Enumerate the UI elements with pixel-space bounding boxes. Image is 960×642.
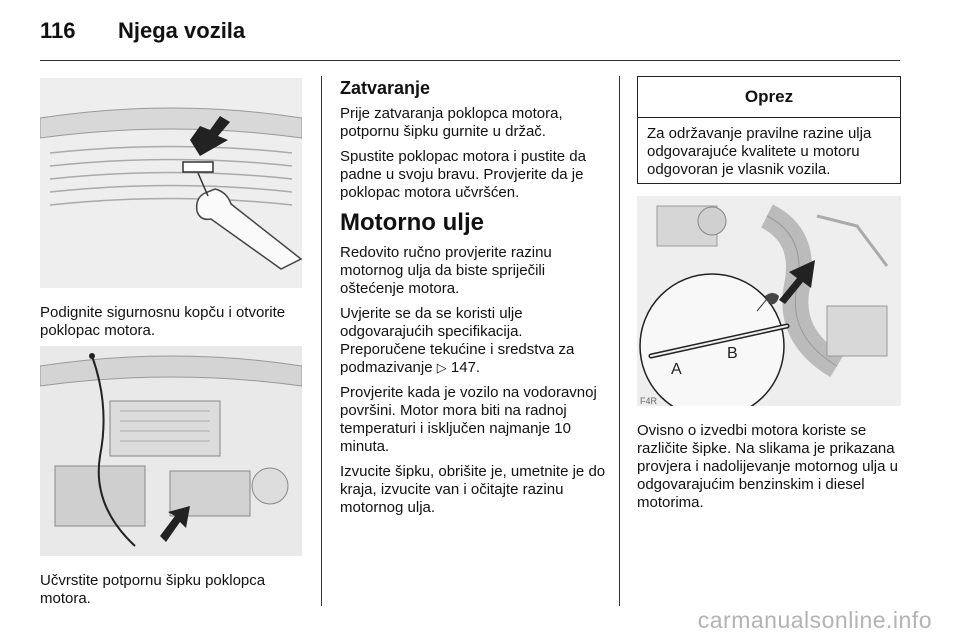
- page-number: 116: [40, 18, 76, 43]
- column-divider-1: [321, 76, 322, 606]
- oil-spec-line-2: odgovarajućih specifikacija.: [340, 323, 523, 340]
- label-b: B: [727, 345, 738, 362]
- subheading-closing: Zatvaranje: [340, 78, 431, 98]
- paragraph-oil-3: Provjerite kada je vozilo na vodoravnoj površini. Motor mora biti na radnoj temperaturi i isključen najmanje 10 minuta.: [340, 384, 597, 455]
- column-divider-2: [619, 76, 620, 606]
- caution-text: Za održavanje pravilne razine ulja odgovarajuće kvalitete u motoru odgovoran je vlasnik vozila.: [647, 125, 872, 178]
- page-reference-arrow-icon: ▷: [436, 360, 447, 375]
- paragraph-closing-1: Prije zatvaranja poklopca motora, potpornu šipku gurnite u držač.: [340, 105, 563, 140]
- label-a: A: [671, 361, 682, 378]
- figure-code: F4R: [640, 396, 658, 406]
- hood-latch-drawing: [40, 78, 302, 288]
- page-reference-link[interactable]: 147.: [450, 359, 481, 376]
- paragraph-oil-2: [340, 305, 608, 377]
- support-rod-illustration: [40, 346, 302, 556]
- paragraph-dipsticks: Ovisno o izvedbi motora koriste se različite šipke. Na slikama je prikazana provjera i nadolijevanje motornog ulja u odgovarajućim benzinskim i diesel motorima.: [637, 422, 898, 511]
- caution-box: [637, 76, 901, 184]
- oil-spec-line-3: Preporučene tekućine i sredstva za podmazivanje: [340, 341, 575, 376]
- paragraph-oil-1: Redovito ručno provjerite razinu motornog ulja da biste spriječili oštećenje motora.: [340, 244, 552, 297]
- dipstick-drawing: [637, 196, 901, 406]
- page-header: [40, 18, 245, 48]
- chapter-title: Njega vozila: [118, 18, 246, 43]
- caution-title: Oprez: [638, 77, 900, 118]
- caption-secure-rod: Učvrstite potpornu šipku poklopca motora.: [40, 572, 266, 607]
- caption-open-hood: Podignite sigurnosnu kopču i otvorite poklopac motora.: [40, 304, 286, 339]
- dipstick-illustration: [637, 196, 901, 406]
- support-rod-drawing: [40, 346, 302, 556]
- text-column: [340, 78, 608, 524]
- header-rule: [40, 60, 900, 61]
- paragraph-closing-2: Spustite poklopac motora i pustite da padne u svoju bravu. Provjerite da je poklopac motora učvršćen.: [340, 148, 586, 201]
- oil-spec-line-1: Uvjerite se da se koristi ulje: [340, 305, 523, 322]
- watermark: carmanualsonline.info: [697, 607, 932, 633]
- paragraph-oil-4: Izvucite šipku, obrišite je, umetnite je do kraja, izvucite van i očitajte razinu motornog ulja.: [340, 463, 606, 516]
- hood-latch-illustration: [40, 78, 302, 288]
- heading-engine-oil: Motorno ulje: [340, 209, 484, 236]
